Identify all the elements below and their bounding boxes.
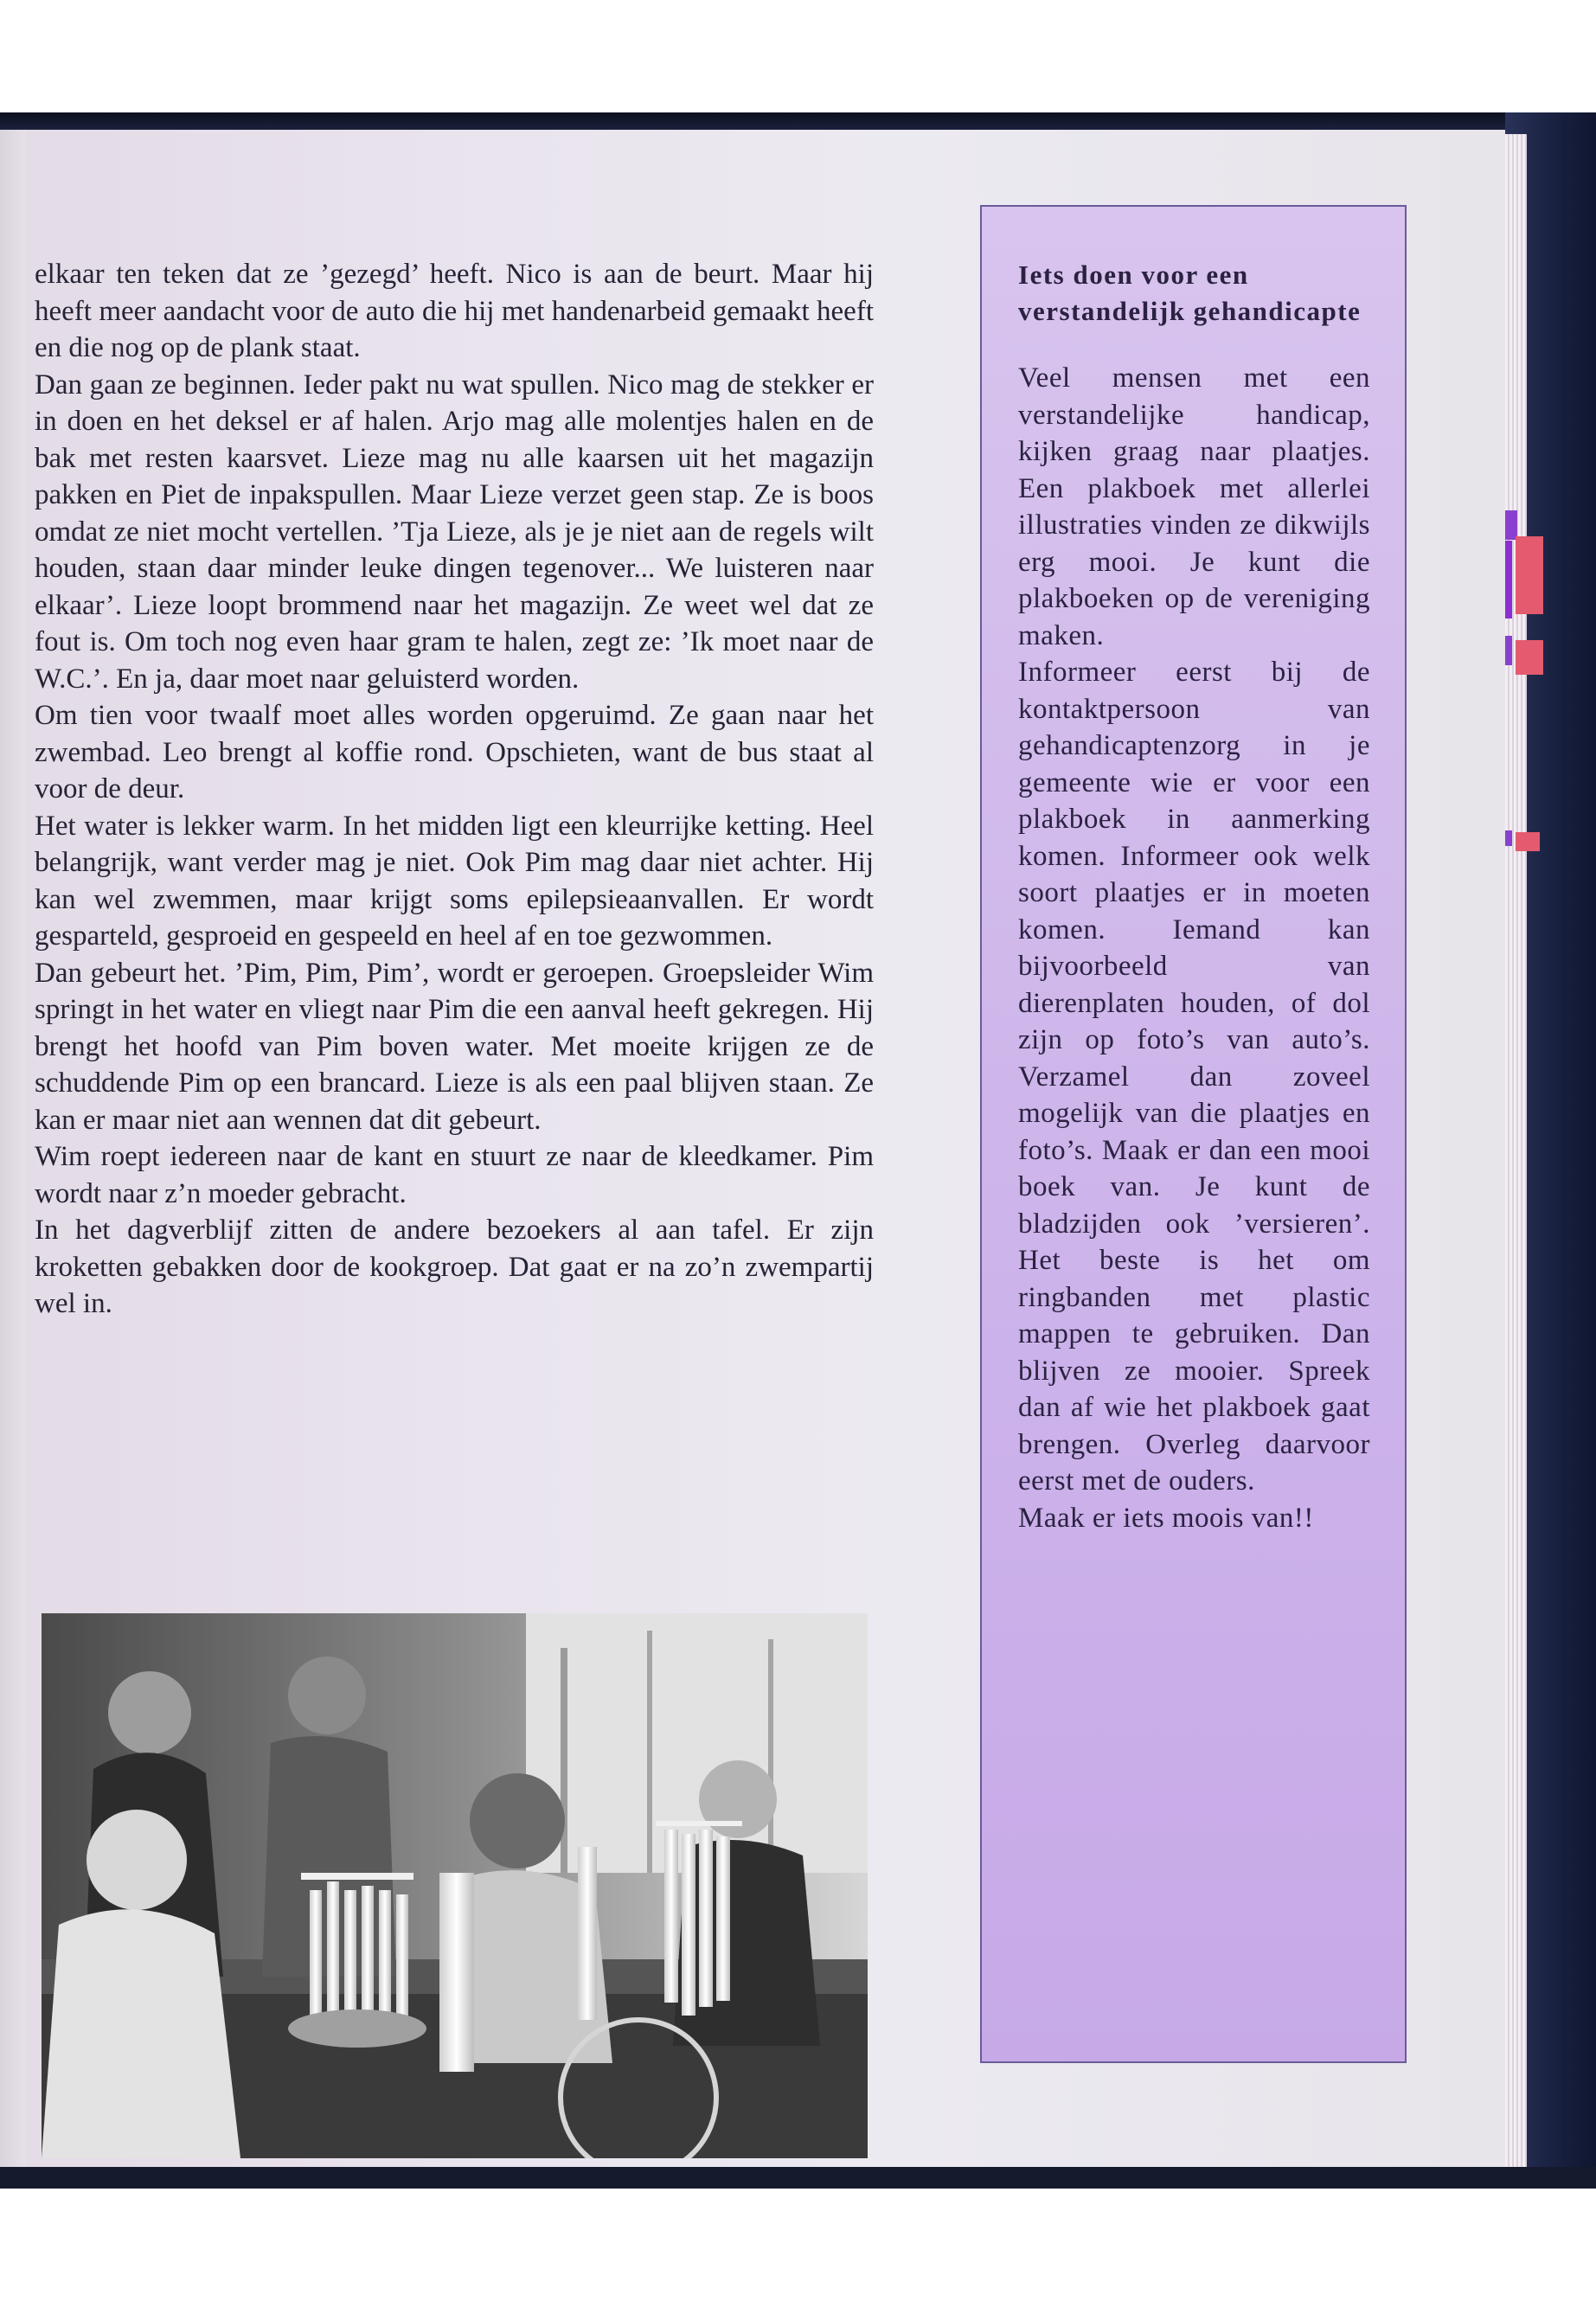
page-tab-marker xyxy=(1516,832,1540,851)
photo-illustration xyxy=(42,1613,868,2158)
sidebar-title: Iets doen voor een verstandelijk gehandicapte xyxy=(1018,260,1362,326)
page-tab-marker xyxy=(1516,640,1543,675)
article-paragraph: Dan gebeurt het. ’Pim, Pim, Pim’, wordt er geroepen. Groepsleider Wim springt in het water en vliegt naar Pim die een aanval heeft gekregen. Hij brengt het hoofd van Pim boven water. Met moeite krijgen ze de schuddende Pim op een brancard. Lieze is als een paal blijven staan. Ze kan er maar niet aan wennen dat dit gebeurt. xyxy=(35,957,874,1136)
article-paragraph: Het water is lekker warm. In het midden ligt een kleurrijke ketting. Heel belangrijk, want verder mag je niet. Ook Pim mag daar niet achter. Hij kan wel zwemmen, maar krijgt soms epilepsieaanvallen. Er wordt gesparteld, gesproeid en gespeeld en heel af en toe gezwommen. xyxy=(35,810,874,952)
article-paragraph: elkaar ten teken dat ze ’gezegd’ heeft. Nico is aan de beurt. Maar hij heeft meer aandacht voor de auto die hij met handenarbeid gemaakt heeft en die nog op de plank staat. xyxy=(35,259,874,363)
tip-sidebar-box xyxy=(980,205,1407,2063)
article-paragraph: Dan gaan ze beginnen. Ieder pakt nu wat spullen. Nico mag de stekker er in doen en het deksel er af halen. Arjo mag alle molentjes halen en de bak met resten kaarsvet. Lieze mag nu alle kaarsen uit het magazijn pakken en Piet de inpakspullen. Maar Lieze verzet geen stap. Ze is boos omdat ze niet mocht vertellen. ’Tja Lieze, als je je niet aan de regels wilt houden, staan daar minder leuke dingen tegenover... We luisteren naar elkaar’. Lieze loopt brommend naar het magazijn. Ze weet wel dat ze fout is. Om toch nog even haar gram te halen, zegt ze: ’Ik moet naar de W.C.’. En ja, daar moet naar geluisterd worden. xyxy=(35,369,874,695)
main-article-text xyxy=(35,256,874,1323)
article-paragraph: In het dagverblijf zitten de andere bezoekers al aan tafel. Er zijn kroketten gebakken door de kookgroep. Dat gaat er na zo’n zwempartij wel in. xyxy=(35,1215,874,1319)
book-cover-bottom-edge xyxy=(0,2167,1596,2189)
sidebar-paragraph: Veel mensen met een verstandelijke handicap, kijken graag naar plaatjes. Een plakboek met allerlei illustraties vinden ze dikwijls erg mooi. Je kunt die plakboeken op de vereniging maken. xyxy=(1018,362,1370,651)
previous-page-edge xyxy=(0,130,26,2184)
page-tab-marker xyxy=(1516,536,1543,614)
photo-people-making-candles-icon xyxy=(42,1613,868,2158)
sidebar-paragraph: Informeer eerst bij de kontaktpersoon van gehandicaptenzorg in je gemeente wie er voor een plakboek in aanmerking komen. Informeer ook welk soort plaatjes er in moeten komen. Iemand kan bijvoorbeeld van dierenplaten houden, of dol zijn op foto’s van auto’s. Verzamel dan zoveel mogelijk van die plaatjes en foto’s. Maak er dan een mooi boek van. Je kunt de bladzijden ook ’versieren’. Het beste is het om ringbanden met plastic mappen te gebruiken. Dan blijven ze mooier. Spreek dan af wie het plakboek gaat brengen. Overleg daarvoor eerst met de ouders. xyxy=(1018,657,1370,1497)
article-paragraph: Om tien voor twaalf moet alles worden opgeruimd. Ze gaan naar het zwembad. Leo brengt al koffie rond. Opschieten, want de bus staat al voor de deur. xyxy=(35,700,874,804)
sidebar-paragraph: Maak er iets moois van!! xyxy=(1018,1502,1314,1534)
article-paragraph: Wim roept iedereen naar de kant en stuurt ze naar de kleedkamer. Pim wordt naar z’n moeder gebracht. xyxy=(35,1141,874,1209)
sidebar-body xyxy=(1018,360,1370,1536)
